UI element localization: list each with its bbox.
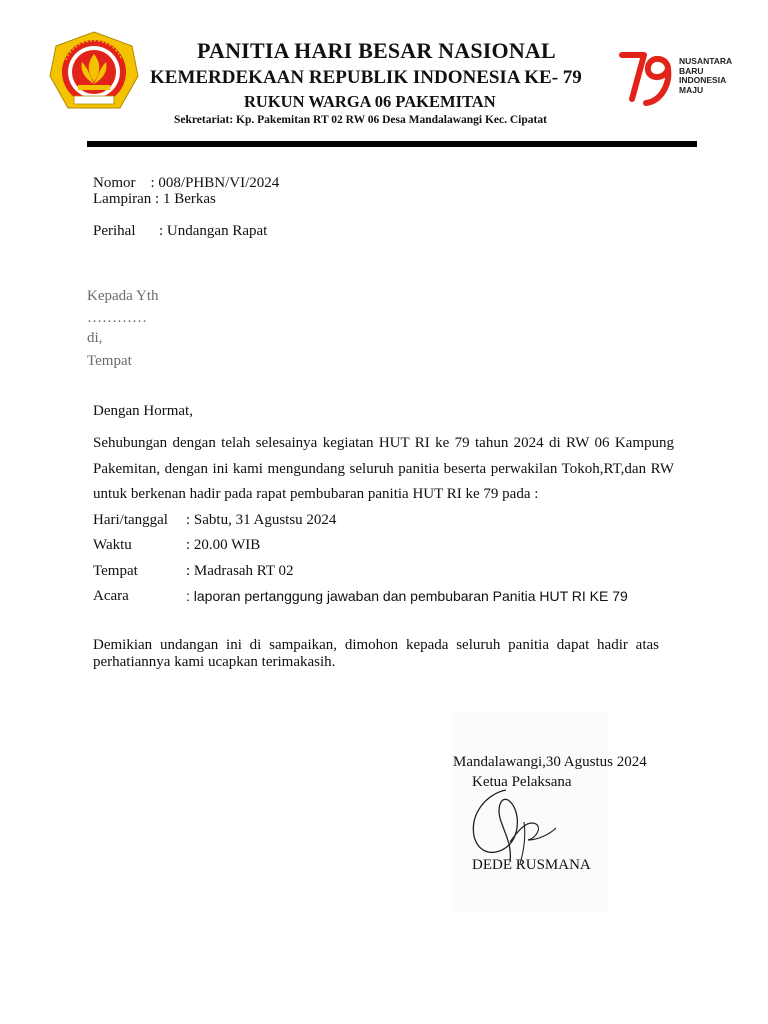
- subject-value: : Undangan Rapat: [159, 223, 268, 239]
- detail-value: : Sabtu, 31 Agustsu 2024: [186, 512, 337, 528]
- closing-paragraph: Demikian undangan ini di sampaikan, dimohon kepada seluruh panitia dapat hadir atas perhatiannya kami ucapkan terimakasih.: [93, 637, 659, 670]
- signer-position: Ketua Pelaksana: [472, 774, 572, 790]
- letterhead-title: PANITIA HARI BESAR NASIONAL: [197, 38, 556, 63]
- regency-seal-logo: [48, 30, 140, 116]
- subject-label: Perihal: [93, 223, 136, 239]
- detail-label: Acara: [93, 588, 129, 604]
- tagline-word: NUSANTARA: [679, 56, 733, 66]
- letter-attachment: Lampiran : 1 Berkas: [93, 191, 216, 207]
- detail-value: : laporan pertanggung jawaban dan pembubaran Panitia HUT RI KE 79: [186, 588, 628, 604]
- header-divider: [87, 141, 697, 147]
- body-paragraph: Sehubungan dengan telah selesainya kegiatan HUT RI ke 79 tahun 2024 di RW 06 Kampung Pakemitan, dengan ini kami mengundang seluruh panitia beserta perwakilan Tokoh,RT,dan RW untuk berkenan hadir pada rapat pembubaran panitia HUT RI ke 79 pada :: [93, 435, 674, 502]
- detail-value: : Madrasah RT 02: [186, 563, 294, 579]
- tagline-words: [679, 57, 732, 95]
- recipient-line: …………: [87, 310, 147, 326]
- signer-name: DEDE RUSMANA: [472, 857, 591, 873]
- detail-value: : 20.00 WIB: [186, 537, 261, 553]
- letterhead-subtitle: KEMERDEKAAN REPUBLIK INDONESIA KE- 79: [150, 67, 582, 88]
- tagline-word: MAJU: [679, 84, 704, 95]
- recipient-line: Kepada Yth: [87, 288, 159, 304]
- detail-label: Tempat: [93, 563, 138, 579]
- tagline-word: INDONESIA: [679, 75, 727, 86]
- letter-number: Nomor : 008/PHBN/VI/2024: [93, 175, 280, 191]
- letterhead-unit: RUKUN WARGA 06 PAKEMITAN: [244, 92, 496, 111]
- recipient-line: Tempat: [87, 353, 132, 369]
- number-79-mark-icon: [618, 47, 676, 109]
- greeting: Dengan Hormat,: [93, 403, 193, 419]
- recipient-line: di,: [87, 330, 103, 346]
- place-date: Mandalawangi,30 Agustus 2024: [453, 754, 647, 770]
- detail-label: Hari/tanggal: [93, 512, 168, 528]
- letterhead-secretariat: Sekretariat: Kp. Pakemitan RT 02 RW 06 Desa Mandalawangi Kec. Cipatat: [174, 114, 547, 126]
- hut-ri-79-logo: [618, 47, 736, 109]
- detail-label: Waktu: [93, 537, 132, 553]
- tagline-word: BARU: [679, 65, 704, 76]
